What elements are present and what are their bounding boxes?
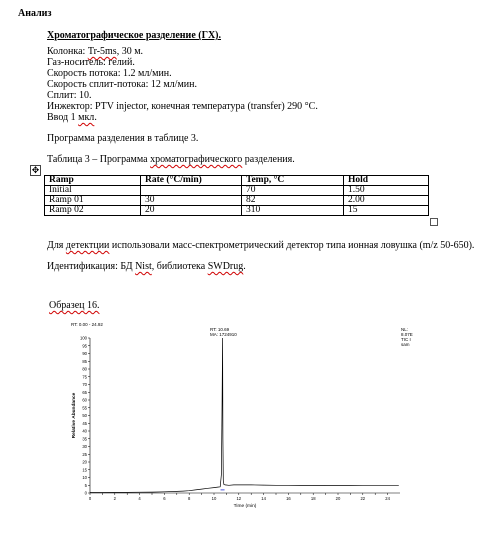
peak-label-ma: MA: 1724910 [210, 332, 237, 337]
param-inject-prefix: Ввод 1 [47, 112, 79, 123]
rt-range-label: RT: 0.00 - 24.92 [71, 322, 103, 327]
x-tick-label: 0 [88, 496, 92, 501]
y-tick-label: 40 [82, 428, 87, 434]
x-tick-label: 6 [163, 496, 166, 501]
table-cell: Ramp 01 [45, 196, 141, 206]
table-cell: 70 [242, 186, 344, 196]
detection-prefix: Для [47, 240, 66, 251]
y-tick-label: 90 [82, 351, 87, 357]
nl-note-4: sam [401, 342, 410, 347]
param-injector: Инжектор: PTV injector, конечная температура (transfer) 290 °C. [47, 101, 318, 112]
y-tick-label: 60 [82, 397, 87, 403]
nl-note-2: 8.07E [401, 332, 413, 337]
sample-label [49, 300, 100, 311]
table-header-cell: Hold [344, 176, 429, 186]
ident-suffix: . [243, 261, 246, 272]
x-tick-label: 14 [261, 496, 266, 501]
table-cell: 20 [141, 206, 242, 216]
x-axis-title: Time (min) [233, 504, 257, 509]
param-inject [47, 112, 97, 123]
x-tick-label: 12 [236, 496, 242, 501]
detection-suffix: использовали масс-спектрометрический детектор типа ионная ловушка (m/z 50-650). [109, 240, 475, 251]
table-cell: 2.00 [344, 196, 429, 206]
param-column-suffix: , 30 м. [116, 46, 144, 57]
detection-word: детектции [65, 240, 110, 251]
table-move-icon[interactable]: ✥ [31, 165, 40, 175]
y-tick-label: 45 [82, 420, 87, 426]
x-tick-label: 4 [138, 496, 141, 501]
section-title-text: Хроматографическое разделение (ГХ). [47, 30, 221, 41]
x-tick-label: 2 [113, 496, 116, 501]
param-column-name: Tr-5ms [87, 46, 117, 57]
nl-note-3: TIC I [401, 337, 411, 342]
ident-mid: , библиотека [151, 261, 208, 272]
peak-label-rt: RT: 10.69 [210, 327, 230, 332]
table-resize-handle[interactable] [430, 218, 438, 226]
table-cell: 30 [141, 196, 242, 206]
y-tick-label: 70 [82, 382, 87, 388]
param-split: Сплит: 10. [47, 90, 92, 101]
y-tick-label: 5 [84, 482, 87, 488]
x-tick-label: 16 [286, 496, 291, 501]
table-header-cell: Temp, °C [242, 176, 344, 186]
x-tick-label: 10 [211, 496, 217, 501]
table-header-cell: Ramp [45, 176, 141, 186]
ident-lib: SWDrug [207, 261, 244, 272]
table-caption-prefix: Таблица 3 – Программа [47, 154, 151, 165]
ident-nist: Nist [135, 261, 152, 272]
nl-note-1: NL: [401, 327, 409, 332]
y-tick-label: 0 [84, 490, 87, 496]
param-column [47, 46, 143, 57]
table-row [45, 196, 429, 206]
x-tick-label: 18 [310, 496, 316, 501]
table-cell: 82 [242, 196, 344, 206]
y-axis-title: Relative Abundance [72, 392, 77, 439]
x-tick-label: 22 [360, 496, 366, 501]
x-tick-label: 20 [335, 496, 341, 501]
y-tick-label: 55 [82, 405, 87, 411]
table-caption [47, 154, 295, 165]
program-reference: Программа разделения в таблице 3. [47, 133, 199, 144]
y-tick-label: 95 [82, 343, 87, 349]
table-row [45, 206, 429, 216]
table-cell: Ramp 02 [45, 206, 141, 216]
y-tick-label: 35 [82, 436, 87, 442]
detection-paragraph [47, 240, 474, 251]
y-tick-label: 50 [82, 413, 87, 419]
param-carrier: Газ-носитель: гелий. [47, 57, 135, 68]
y-tick-label: 65 [82, 389, 87, 395]
y-tick-label: 10 [82, 475, 87, 481]
table-header-row [45, 176, 429, 186]
table-cell: 15 [344, 206, 429, 216]
y-tick-label: 25 [82, 451, 87, 457]
table-cell: 1.50 [344, 186, 429, 196]
y-tick-label: 30 [82, 444, 87, 450]
y-tick-label: 75 [82, 374, 87, 380]
param-inject-unit: мкл [78, 112, 95, 123]
table-row [45, 186, 429, 196]
y-tick-label: 20 [82, 459, 87, 465]
chromatogram-trace [90, 338, 399, 493]
x-tick-label: 8 [188, 496, 191, 501]
y-tick-label: 15 [82, 467, 87, 473]
table-cell [141, 186, 242, 196]
y-tick-label: 85 [82, 358, 87, 364]
table-header-cell: Rate (°C/min) [141, 176, 242, 186]
ident-prefix: Идентификация: БД [47, 261, 136, 272]
table-caption-suffix: разделения. [242, 154, 295, 165]
table-caption-word: хроматографического [150, 154, 243, 165]
param-inject-suffix: . [94, 112, 97, 123]
identification-paragraph [47, 261, 246, 272]
param-column-prefix: Колонка: [47, 46, 88, 57]
sample-label-text: Образец 16. [49, 300, 100, 311]
chromatogram-chart [60, 330, 410, 515]
x-tick-label: 24 [385, 496, 390, 501]
section-title [47, 30, 221, 41]
heading: Анализ [18, 8, 52, 19]
param-flow: Скорость потока: 1.2 мл/мин. [47, 68, 172, 79]
y-tick-label: 100 [80, 335, 87, 341]
y-tick-label: 80 [82, 366, 87, 372]
table-cell: 310 [242, 206, 344, 216]
ramp-table [44, 175, 429, 216]
table-cell: Initial [45, 186, 141, 196]
param-split-flow: Скорость сплит-потока: 12 мл/мин. [47, 79, 197, 90]
